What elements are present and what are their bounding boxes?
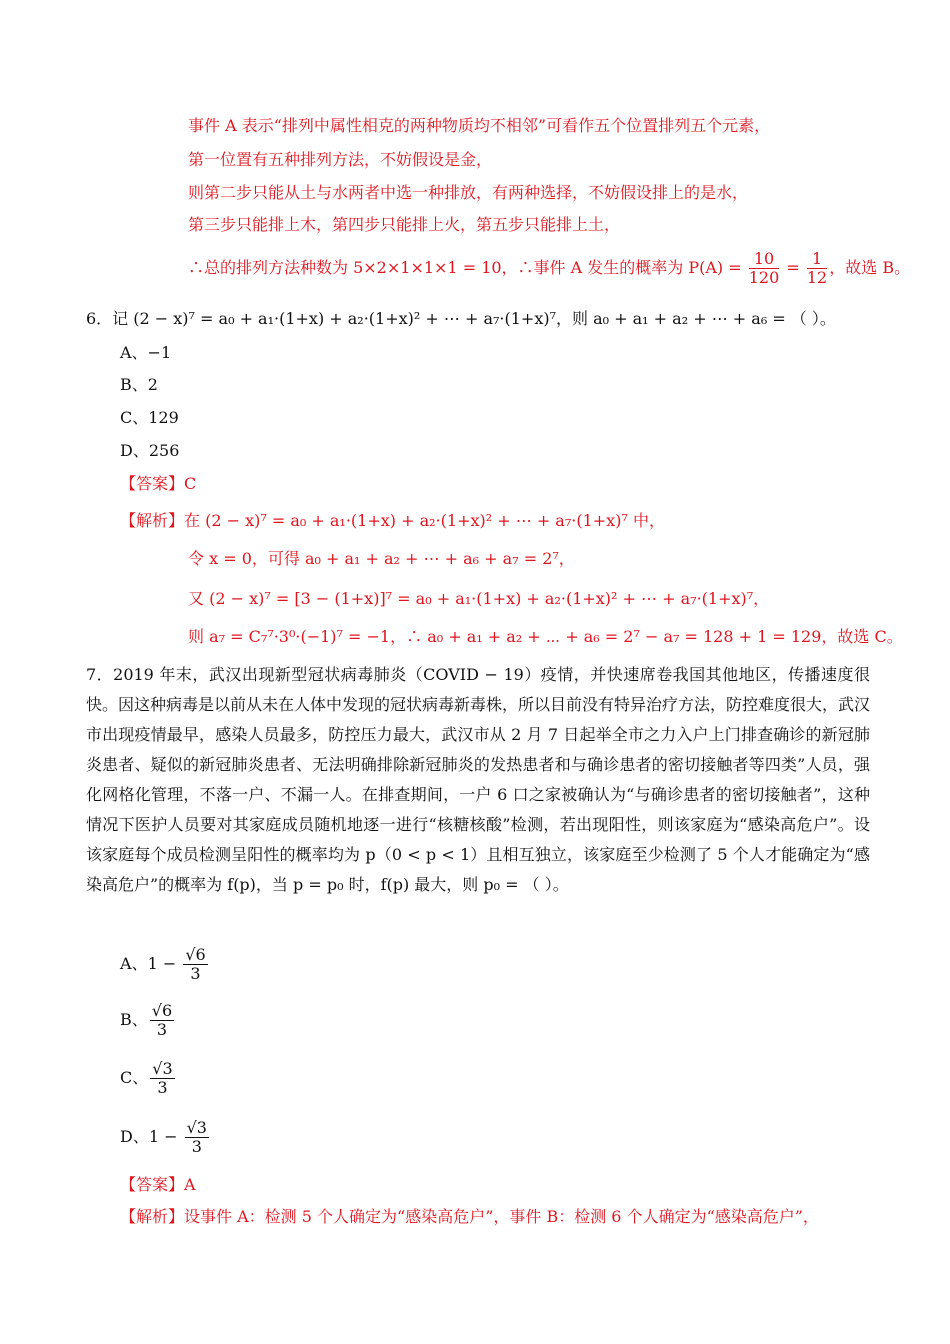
prev-solution-conclusion: ∴总的排列方法种数为 5×2×1×1×1 = 10，∴事件 A 发生的概率为 P(A) =: [188, 258, 747, 277]
frac-numerator: √6: [185, 945, 206, 964]
frac-numerator: √3: [186, 1118, 207, 1137]
prev-solution-line-2: 第一位置有五种排列方法，不妨假设是金，: [188, 150, 493, 169]
q6-option-d: D、256: [120, 441, 180, 460]
analysis-text: 设事件 A：检测 5 个人确定为“感染高危户”，事件 B：检测 6 个人确定为“感染高危户”，: [184, 1207, 819, 1226]
frac-numerator: 1: [807, 250, 827, 269]
frac-denominator: 3: [157, 1078, 168, 1097]
q6-option-b: B、2: [120, 375, 158, 394]
q6-option-c: C、129: [120, 408, 179, 427]
q7-option-d: [120, 1117, 211, 1157]
prev-solution-line-4: 第三步只能排上木，第四步只能排上火，第五步只能排上土，: [188, 215, 621, 234]
analysis-text: 在 (2 − x)⁷ = a₀ + a₁·(1+x) + a₂·(1+x)² + ⋯ + a₇·(1+x)⁷ 中，: [184, 511, 665, 530]
prev-solution-line-3: 则第二步只能从土与水两者中选一种排放，有两种选择，不妨假设排上的是水，: [188, 183, 749, 202]
answer-value: C: [184, 474, 197, 493]
q6-option-a: A、−1: [120, 343, 172, 362]
q6-answer: [120, 473, 196, 495]
frac-denominator: 12: [806, 268, 828, 287]
q6-analysis-3: 又 (2 − x)⁷ = [3 − (1+x)]⁷ = a₀ + a₁·(1+x) + a₂·(1+x)² + ⋯ + a₇·(1+x)⁷，: [188, 589, 770, 608]
frac-denominator: 120: [748, 268, 780, 287]
option-fraction: [150, 1060, 174, 1097]
q7-answer: [120, 1174, 196, 1196]
q7-option-a: [120, 944, 210, 984]
frac-numerator: 10: [749, 250, 780, 269]
option-label: B、: [120, 1010, 148, 1029]
frac-denominator: 3: [190, 964, 201, 983]
prev-solution-line-5: [188, 248, 910, 288]
q6-analysis-2: 令 x = 0，可得 a₀ + a₁ + a₂ + ⋯ + a₆ + a₇ = 2⁷，: [188, 549, 575, 568]
prev-solution-choice: ，故选 B。: [829, 258, 911, 277]
option-label: C、: [120, 1068, 149, 1087]
equals-sign: =: [781, 258, 805, 277]
q7-stem: 7．2019 年末，武汉出现新型冠状病毒肺炎（COVID − 19）疫情，并快速席卷我国其他地区，传播速度很快。因这种病毒是以前从未在人体中发现的冠状病毒新毒株，所以目前没有特异治疗方法，防控难度很大，武汉市出现疫情最早，感染人员最多，防控压力最大，武汉市从 2 月 7 日起举全市之力入户上门排查确诊的新冠肺炎患者、疑似的新冠肺炎患者、无法明确排除新冠肺炎的发热患者和与确诊患者的密切接触者等四类”人员，强化网格化管理，不落一户、不漏一人。在排查期间，一户 6 口之家被确认为“与确诊患者的密切接触者”，这种情况下医护人员要对其家庭成员随机地逐一进行“核糖核酸”检测，若出现阳性，则该家庭为“感染高危户”。设该家庭每个成员检测呈阳性的概率均为 p（0 < p < 1）且相互独立，该家庭至少检测了 5 个人才能确定为“感染高危户”的概率为 f(p)，当 p = p₀ 时，f(p) 最大，则 p₀ = （ ）。: [86, 665, 871, 894]
answer-tag: 【答案】: [120, 474, 185, 493]
prev-solution-line-1: 事件 A 表示“排列中属性相克的两种物质均不相邻”可看作五个位置排列五个元素，: [188, 116, 771, 135]
q6-stem: 6．记 (2 − x)⁷ = a₀ + a₁·(1+x) + a₂·(1+x)² + ⋯ + a₇·(1+x)⁷，则 a₀ + a₁ + a₂ + ⋯ + a₆ = （ ）。: [86, 309, 836, 328]
q7-option-b: [120, 1000, 176, 1040]
fraction-1-12: [807, 250, 827, 287]
q7-option-c: [120, 1058, 177, 1098]
answer-tag: 【答案】: [120, 1175, 185, 1194]
frac-denominator: 3: [191, 1137, 202, 1156]
frac-numerator: √3: [152, 1059, 173, 1078]
option-label: A、: [120, 954, 148, 973]
q7-analysis-1: [120, 1206, 819, 1228]
option-label: D、: [120, 1127, 149, 1146]
option-fraction: [185, 1119, 209, 1156]
frac-numerator: √6: [151, 1001, 173, 1020]
frac-denominator: 3: [156, 1020, 168, 1039]
q6-analysis-1: [120, 510, 665, 532]
analysis-tag: 【解析】: [120, 511, 185, 530]
analysis-tag: 【解析】: [120, 1207, 185, 1226]
option-fraction: [150, 1002, 174, 1039]
answer-value: A: [184, 1175, 196, 1194]
option-fraction: [183, 946, 207, 983]
option-prefix: 1 −: [148, 1127, 183, 1146]
fraction-10-120: [749, 250, 780, 287]
option-prefix: 1 −: [147, 954, 182, 973]
q6-analysis-4: 则 a₇ = C₇⁷·3⁰·(−1)⁷ = −1，∴ a₀ + a₁ + a₂ + ⋯ + a₆ = 2⁷ − a₇ = 128 + 1 = 129，故选 C。: [188, 627, 903, 646]
